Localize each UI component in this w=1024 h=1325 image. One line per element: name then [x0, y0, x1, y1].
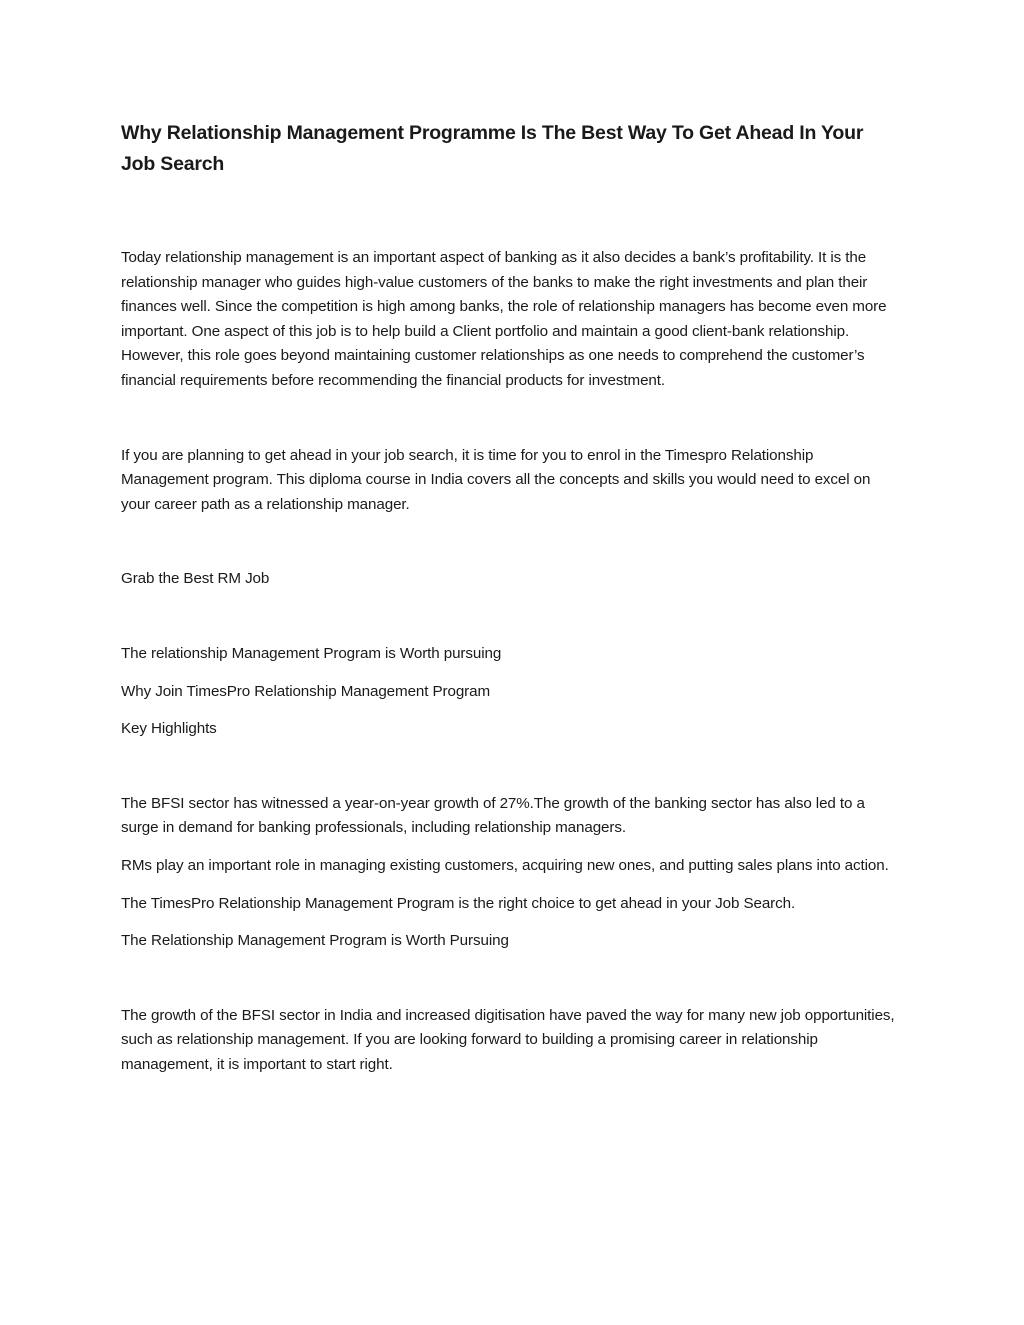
document-body — [121, 118, 901, 1077]
spacer — [121, 517, 901, 567]
spacer — [121, 742, 901, 792]
toc-item-key-highlights: Key Highlights — [121, 720, 217, 738]
enrol-paragraph: If you are planning to get ahead in your job search, it is time for you to enrol in the Timespro Relationship Management program. This diploma course in India covers all the concepts and skills you would need to excel on your career path as a relationship manager. — [121, 446, 871, 513]
document-title: Why Relationship Management Programme Is The Best Way To Get Ahead In Your Job Search — [121, 122, 864, 175]
spacer — [121, 841, 901, 854]
section-heading-worth-pursuing: The Relationship Management Program is Worth Pursuing — [121, 932, 509, 950]
intro-paragraph: Today relationship management is an important aspect of banking as it also decides a bank’s profitability. It is the relationship manager who guides high-value customers of the banks to make the right investments and plan their finances well. Since the competition is high among banks, the role of relationship managers has become even more important. One aspect of this job is to help build a Client portfolio and maintain a good client-bank relationship. However, this role goes beyond maintaining customer relationships as one needs to comprehend the customer’s financial requirements before recommending the financial products for investment. — [121, 249, 887, 389]
spacer — [121, 879, 901, 892]
spacer — [121, 704, 901, 717]
right-choice-paragraph: The TimesPro Relationship Management Program is the right choice to get ahead in your Job Search. — [121, 894, 796, 912]
spacer — [121, 180, 901, 246]
spacer — [121, 394, 901, 444]
rm-role-paragraph: RMs play an important role in managing existing customers, acquiring new ones, and putting sales plans into action. — [121, 856, 889, 874]
spacer — [121, 592, 901, 642]
closing-paragraph: The growth of the BFSI sector in India and increased digitisation have paved the way for many new job opportunities, such as relationship management. If you are looking forward to building a promising career in relationship management, it is important to start right. — [121, 1006, 895, 1073]
bfsi-growth-paragraph: The BFSI sector has witnessed a year-on-year growth of 27%.The growth of the banking sector has also led to a surge in demand for banking professionals, including relationship managers. — [121, 794, 865, 837]
spacer — [121, 667, 901, 680]
toc-item-worth-pursuing: The relationship Management Program is Worth pursuing — [121, 644, 502, 662]
toc-item-why-join: Why Join TimesPro Relationship Management Program — [121, 682, 491, 700]
section-heading-grab-job: Grab the Best RM Job — [121, 570, 270, 588]
spacer — [121, 954, 901, 1004]
spacer — [121, 916, 901, 929]
